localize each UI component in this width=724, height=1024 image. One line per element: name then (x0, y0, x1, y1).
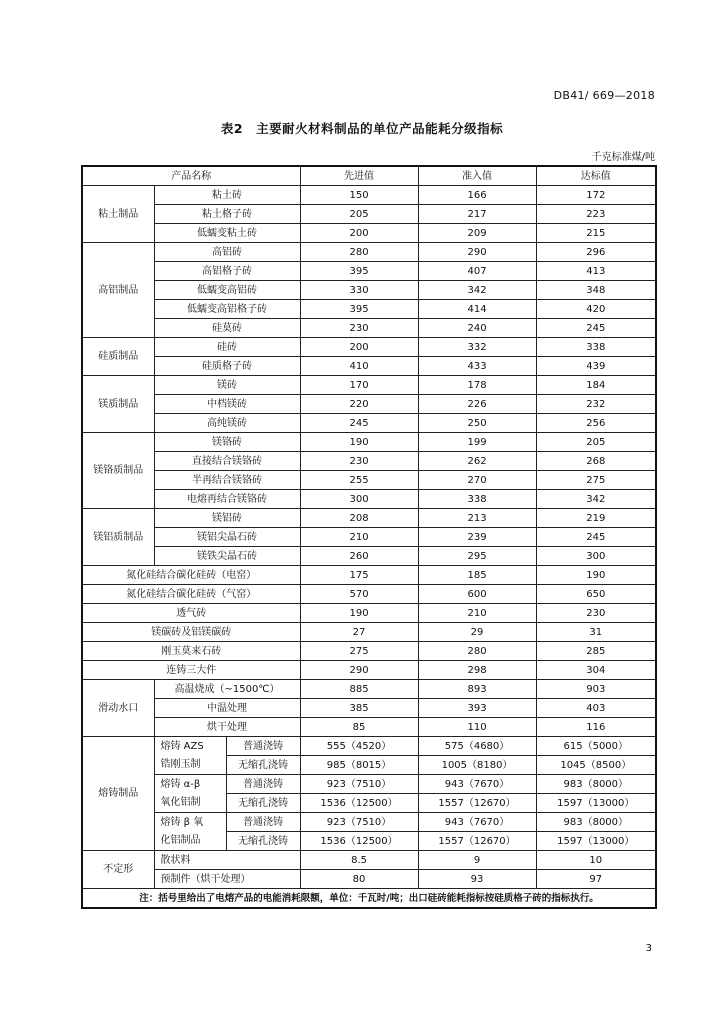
table-note: 注：括号里给出了电熔产品的电能消耗限额，单位：千瓦时/吨；出口硅砖能耗指标按硅质格子砖的指标执行。 (82, 889, 656, 909)
header-entry-value: 准入值 (418, 166, 536, 186)
document-code: DB41/ 669—2018 (553, 89, 655, 102)
category-cell: 镁质制品 (82, 376, 154, 433)
value-cell: 650 (536, 585, 656, 604)
product-name-cell: 氮化硅结合碳化硅砖（电窑） (82, 566, 300, 585)
value-cell: 210 (300, 528, 418, 547)
table-row (82, 756, 656, 775)
value-cell: 80 (300, 870, 418, 889)
value-cell: 296 (536, 243, 656, 262)
header-product-name: 产品名称 (82, 166, 300, 186)
table-row (82, 509, 656, 528)
product-name-cell: 直接结合镁铬砖 (154, 452, 300, 471)
product-subtype-cell: 氧化铝制 (154, 794, 226, 813)
value-cell: 230 (536, 604, 656, 623)
value-cell: 170 (300, 376, 418, 395)
value-cell: 275 (300, 642, 418, 661)
category-cell: 镁铝质制品 (82, 509, 154, 566)
value-cell: 1536（12500） (300, 794, 418, 813)
value-cell: 256 (536, 414, 656, 433)
value-cell: 943（7670） (418, 775, 536, 794)
product-name-cell: 高温烧成（~1500℃） (154, 680, 300, 699)
value-cell: 407 (418, 262, 536, 281)
table-row (82, 699, 656, 718)
unit-label: 千克标准煤/吨 (591, 152, 655, 163)
value-cell: 208 (300, 509, 418, 528)
product-name-cell: 镁碳砖及铝镁碳砖 (82, 623, 300, 642)
category-cell: 粘土制品 (82, 186, 154, 243)
value-cell: 338 (536, 338, 656, 357)
product-name-cell: 高纯镁砖 (154, 414, 300, 433)
value-cell: 245 (300, 414, 418, 433)
value-cell: 268 (536, 452, 656, 471)
table-header-row (82, 166, 656, 186)
product-name-cell: 氮化硅结合碳化硅砖（气窑） (82, 585, 300, 604)
value-cell: 213 (418, 509, 536, 528)
value-cell: 150 (300, 186, 418, 205)
value-cell: 226 (418, 395, 536, 414)
value-cell: 342 (536, 490, 656, 509)
value-cell: 1005（8180） (418, 756, 536, 775)
value-cell: 413 (536, 262, 656, 281)
table-row (82, 224, 656, 243)
value-cell: 393 (418, 699, 536, 718)
value-cell: 190 (536, 566, 656, 585)
value-cell: 10 (536, 851, 656, 870)
value-cell: 200 (300, 338, 418, 357)
category-cell: 高铝制品 (82, 243, 154, 338)
value-cell: 232 (536, 395, 656, 414)
table-row (82, 547, 656, 566)
table-row (82, 205, 656, 224)
value-cell: 600 (418, 585, 536, 604)
casting-method-cell: 无缩孔浇铸 (226, 756, 300, 775)
table-row (82, 471, 656, 490)
value-cell: 31 (536, 623, 656, 642)
value-cell: 1597（13000） (536, 794, 656, 813)
table-row (82, 870, 656, 889)
value-cell: 332 (418, 338, 536, 357)
table-row (82, 775, 656, 794)
product-name-cell: 镁铬砖 (154, 433, 300, 452)
product-name-cell: 散状料 (154, 851, 300, 870)
value-cell: 230 (300, 319, 418, 338)
value-cell: 985（8015） (300, 756, 418, 775)
value-cell: 27 (300, 623, 418, 642)
value-cell: 275 (536, 471, 656, 490)
energy-consumption-table (81, 165, 657, 909)
value-cell: 239 (418, 528, 536, 547)
value-cell: 250 (418, 414, 536, 433)
product-name-cell: 硅质格子砖 (154, 357, 300, 376)
product-name-cell: 半再结合镁铬砖 (154, 471, 300, 490)
value-cell: 403 (536, 699, 656, 718)
category-cell: 滑动水口 (82, 680, 154, 737)
value-cell: 420 (536, 300, 656, 319)
product-name-cell: 高铝砖 (154, 243, 300, 262)
product-name-cell: 连铸三大件 (82, 661, 300, 680)
value-cell: 893 (418, 680, 536, 699)
table-row (82, 794, 656, 813)
table-row (82, 566, 656, 585)
value-cell: 166 (418, 186, 536, 205)
casting-method-cell: 普通浇铸 (226, 813, 300, 832)
value-cell: 199 (418, 433, 536, 452)
value-cell: 1557（12670） (418, 794, 536, 813)
value-cell: 85 (300, 718, 418, 737)
value-cell: 116 (536, 718, 656, 737)
table-row (82, 338, 656, 357)
value-cell: 885 (300, 680, 418, 699)
value-cell: 983（8000） (536, 813, 656, 832)
product-subtype-cell: 熔铸 AZS (154, 737, 226, 756)
value-cell: 210 (418, 604, 536, 623)
product-name-cell: 粘土格子砖 (154, 205, 300, 224)
product-name-cell: 粘土砖 (154, 186, 300, 205)
value-cell: 230 (300, 452, 418, 471)
value-cell: 217 (418, 205, 536, 224)
value-cell: 262 (418, 452, 536, 471)
table-note-row (82, 889, 656, 909)
product-name-cell: 硅砖 (154, 338, 300, 357)
value-cell: 285 (536, 642, 656, 661)
product-name-cell: 低蠕变高铝砖 (154, 281, 300, 300)
value-cell: 190 (300, 433, 418, 452)
value-cell: 295 (418, 547, 536, 566)
category-cell: 熔铸制品 (82, 737, 154, 851)
value-cell: 395 (300, 300, 418, 319)
table-row (82, 832, 656, 851)
value-cell: 433 (418, 357, 536, 376)
product-name-cell: 透气砖 (82, 604, 300, 623)
table-row (82, 243, 656, 262)
category-cell: 镁铬质制品 (82, 433, 154, 509)
value-cell: 923（7510） (300, 813, 418, 832)
value-cell: 245 (536, 319, 656, 338)
category-cell: 不定形 (82, 851, 154, 889)
value-cell: 110 (418, 718, 536, 737)
table-row (82, 433, 656, 452)
value-cell: 304 (536, 661, 656, 680)
value-cell: 97 (536, 870, 656, 889)
product-name-cell: 硅莫砖 (154, 319, 300, 338)
casting-method-cell: 普通浇铸 (226, 775, 300, 794)
value-cell: 570 (300, 585, 418, 604)
product-name-cell: 预制件（烘干处理） (154, 870, 300, 889)
value-cell: 290 (418, 243, 536, 262)
product-name-cell: 镁铝砖 (154, 509, 300, 528)
table-row (82, 813, 656, 832)
value-cell: 175 (300, 566, 418, 585)
value-cell: 29 (418, 623, 536, 642)
value-cell: 205 (536, 433, 656, 452)
table-row (82, 737, 656, 756)
value-cell: 342 (418, 281, 536, 300)
value-cell: 209 (418, 224, 536, 243)
value-cell: 1557（12670） (418, 832, 536, 851)
table-row (82, 262, 656, 281)
product-name-cell: 镁砖 (154, 376, 300, 395)
table-row (82, 490, 656, 509)
product-name-cell: 高铝格子砖 (154, 262, 300, 281)
value-cell: 255 (300, 471, 418, 490)
table-row (82, 452, 656, 471)
value-cell: 93 (418, 870, 536, 889)
table-row (82, 680, 656, 699)
value-cell: 903 (536, 680, 656, 699)
product-name-cell: 电熔再结合镁铬砖 (154, 490, 300, 509)
value-cell: 338 (418, 490, 536, 509)
product-subtype-cell: 熔铸 α-β (154, 775, 226, 794)
table-row (82, 281, 656, 300)
table-row (82, 395, 656, 414)
value-cell: 205 (300, 205, 418, 224)
value-cell: 330 (300, 281, 418, 300)
value-cell: 348 (536, 281, 656, 300)
value-cell: 395 (300, 262, 418, 281)
value-cell: 245 (536, 528, 656, 547)
table-row (82, 718, 656, 737)
value-cell: 923（7510） (300, 775, 418, 794)
page-number: 3 (645, 943, 652, 954)
table-row (82, 661, 656, 680)
table-row (82, 642, 656, 661)
value-cell: 385 (300, 699, 418, 718)
value-cell: 298 (418, 661, 536, 680)
value-cell: 280 (418, 642, 536, 661)
table-row (82, 851, 656, 870)
table-row (82, 376, 656, 395)
product-name-cell: 烘干处理 (154, 718, 300, 737)
value-cell: 575（4680） (418, 737, 536, 756)
product-subtype-cell: 锆刚玉制 (154, 756, 226, 775)
table-row (82, 528, 656, 547)
value-cell: 178 (418, 376, 536, 395)
value-cell: 300 (300, 490, 418, 509)
table-row (82, 357, 656, 376)
value-cell: 8.5 (300, 851, 418, 870)
value-cell: 1597（13000） (536, 832, 656, 851)
table-row (82, 585, 656, 604)
value-cell: 280 (300, 243, 418, 262)
product-name-cell: 中温处理 (154, 699, 300, 718)
value-cell: 410 (300, 357, 418, 376)
table-row (82, 623, 656, 642)
table-title: 表2 主要耐火材料制品的单位产品能耗分级指标 (220, 121, 504, 136)
casting-method-cell: 普通浇铸 (226, 737, 300, 756)
product-name-cell: 低蠕变粘土砖 (154, 224, 300, 243)
value-cell: 172 (536, 186, 656, 205)
value-cell: 185 (418, 566, 536, 585)
value-cell: 555（4520） (300, 737, 418, 756)
casting-method-cell: 无缩孔浇铸 (226, 832, 300, 851)
product-name-cell: 低蠕变高铝格子砖 (154, 300, 300, 319)
value-cell: 300 (536, 547, 656, 566)
table-row (82, 186, 656, 205)
product-name-cell: 镁铝尖晶石砖 (154, 528, 300, 547)
table-row (82, 319, 656, 338)
value-cell: 240 (418, 319, 536, 338)
value-cell: 1045（8500） (536, 756, 656, 775)
table-row (82, 604, 656, 623)
value-cell: 290 (300, 661, 418, 680)
product-name-cell: 镁铁尖晶石砖 (154, 547, 300, 566)
value-cell: 260 (300, 547, 418, 566)
table-row (82, 414, 656, 433)
value-cell: 220 (300, 395, 418, 414)
product-subtype-cell: 熔铸 β 氧 (154, 813, 226, 832)
casting-method-cell: 无缩孔浇铸 (226, 794, 300, 813)
value-cell: 215 (536, 224, 656, 243)
value-cell: 943（7670） (418, 813, 536, 832)
header-advanced-value: 先进值 (300, 166, 418, 186)
header-standard-value: 达标值 (536, 166, 656, 186)
value-cell: 219 (536, 509, 656, 528)
value-cell: 270 (418, 471, 536, 490)
value-cell: 190 (300, 604, 418, 623)
product-subtype-cell: 化铝制品 (154, 832, 226, 851)
category-cell: 硅质制品 (82, 338, 154, 376)
value-cell: 983（8000） (536, 775, 656, 794)
table-row (82, 300, 656, 319)
value-cell: 615（5000） (536, 737, 656, 756)
value-cell: 223 (536, 205, 656, 224)
product-name-cell: 中档镁砖 (154, 395, 300, 414)
value-cell: 1536（12500） (300, 832, 418, 851)
value-cell: 200 (300, 224, 418, 243)
value-cell: 184 (536, 376, 656, 395)
value-cell: 439 (536, 357, 656, 376)
product-name-cell: 刚玉莫来石砖 (82, 642, 300, 661)
value-cell: 9 (418, 851, 536, 870)
value-cell: 414 (418, 300, 536, 319)
